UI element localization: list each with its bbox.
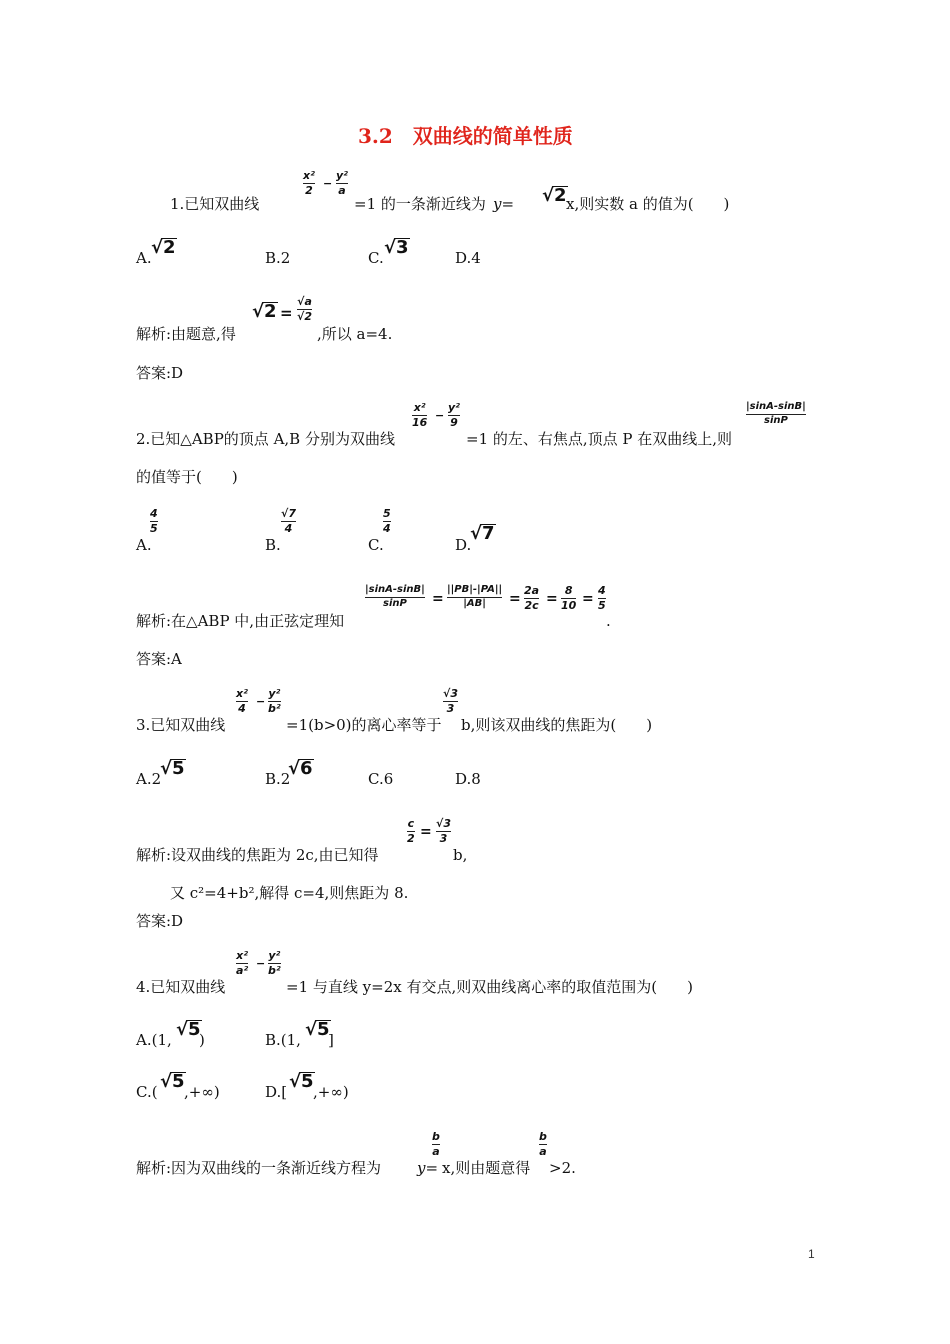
q2-solution-eq-2: = (509, 591, 521, 607)
q3-solution-frac-den: 2 (407, 831, 415, 845)
q3-stem-prefix: 3.已知双曲线 (136, 716, 226, 734)
q4-option-a-sqrt-icon: √5 (176, 1019, 201, 1040)
q2-solution-frac-den: sinP (383, 597, 407, 609)
q4-solution-frac-num: b (432, 1130, 440, 1143)
q3-option-a-radicand: 5 (172, 758, 185, 779)
q4-solution-label: 解析:因为双曲线的一条渐近线方程为 (136, 1159, 382, 1177)
q2-solution-frac-3 (524, 585, 539, 611)
q3-frac-den: 4 (238, 701, 246, 715)
q2-solution-frac-4 (561, 585, 576, 611)
q1-solution-radicand: 2 (264, 301, 277, 322)
q2-option-d-label: D. (455, 536, 472, 554)
q2-option-c-label: C. (368, 536, 384, 554)
q2-stem-mid: =1 的左、右焦点,顶点 P 在双曲线上,则 (466, 430, 733, 448)
q4-solution-frac-den: a (432, 1144, 440, 1158)
q3-option-c: C.6 (368, 770, 394, 788)
q2-ratio-den: sinP (764, 414, 788, 426)
q4-option-c-radicand: 5 (172, 1071, 185, 1092)
q4-option-c-pre: C.( (136, 1083, 158, 1101)
q2-option-a-label: A. (136, 536, 152, 554)
q2-answer: 答案:A (136, 650, 182, 668)
q3-solution-tail: b, (453, 846, 468, 864)
q4-option-d-radicand: 5 (301, 1071, 314, 1092)
q2-solution-frac-num: 8 (564, 584, 573, 597)
q2-option-a-den: 5 (150, 521, 158, 535)
q2-stem-prefix: 2.已知△ABP的顶点 A,B 分别为双曲线 (136, 430, 395, 448)
q1-frac-x2-over-2 (303, 170, 315, 196)
q4-option-d-pre: D.[ (265, 1083, 288, 1101)
q3-answer: 答案:D (136, 912, 184, 930)
q1-sqrt2-icon: √2 (542, 185, 567, 206)
q2-solution-frac-num: 4 (598, 584, 606, 597)
q3-option-d: D.8 (455, 770, 481, 788)
q1-y-eq: y= (493, 195, 515, 213)
q2-solution-end: . (606, 612, 611, 630)
q2-option-b-num: √7 (281, 507, 296, 520)
q4-solution-tail: >2. (549, 1159, 576, 1177)
q3-frac-num: x² (236, 687, 248, 700)
q1-option-d: D.4 (455, 249, 481, 267)
q2-option-b-frac (281, 508, 296, 534)
q1-option-c-sqrt-icon: √3 (384, 237, 409, 258)
q1-option-c-label: C. (368, 249, 384, 267)
q4-option-b-sqrt-icon: √5 (305, 1019, 330, 1040)
q1-frac-y2-over-a (336, 170, 348, 196)
q4-option-b-pre: B.(1, (265, 1031, 301, 1049)
q2-option-b-label: B. (265, 536, 281, 554)
q4-solution-frac-b-over-a-2 (539, 1131, 547, 1157)
q4-option-a-post: ) (199, 1031, 205, 1049)
q3-minus: − (256, 695, 266, 708)
q3-frac-den: b² (268, 701, 281, 715)
q4-stem-prefix: 4.已知双曲线 (136, 978, 226, 996)
q1-option-b: B.2 (265, 249, 291, 267)
q1-frac-num: x² (303, 169, 315, 182)
q1-option-a-label: A. (136, 249, 152, 267)
q2-frac-y2-over-9 (448, 402, 460, 428)
q4-option-b-radicand: 5 (317, 1019, 330, 1040)
q4-option-c-sqrt-icon: √5 (160, 1071, 185, 1092)
q2-frac-x2-over-16 (412, 402, 427, 428)
q1-stem-prefix: 1.已知双曲线 (170, 195, 260, 213)
q4-frac-num: x² (236, 949, 249, 962)
q4-minus: − (256, 957, 266, 970)
q1-frac-den: a (338, 183, 346, 197)
q1-stem-tail: x,则实数 a 的值为( ) (566, 195, 730, 213)
q4-solution-mid: x,则由题意得 (442, 1159, 531, 1177)
q1-minus: − (323, 177, 333, 190)
q4-frac-den: a² (236, 963, 249, 977)
q3-frac-x2-over-4 (236, 688, 248, 714)
q1-solution-label: 解析:由题意,得 (136, 325, 236, 343)
q2-option-c-den: 4 (383, 521, 391, 535)
q1-solution-tail: ,所以 a=4. (317, 325, 393, 343)
q2-solution-eq-4: = (582, 591, 594, 607)
q1-solution-frac (297, 296, 312, 322)
q3-option-a: A.2 (136, 770, 162, 788)
q2-option-b-den: 4 (284, 521, 293, 535)
q3-frac-num: y² (268, 687, 281, 700)
q3-solution-label: 解析:设双曲线的焦距为 2c,由已知得 (136, 846, 379, 864)
q2-solution-frac-den: |AB| (463, 597, 486, 609)
q2-solution-frac-den: 2c (524, 598, 539, 612)
q2-solution-frac-1 (365, 585, 425, 609)
page-number: 1 (808, 1247, 815, 1261)
q2-solution-frac-den: 10 (561, 598, 577, 612)
q1-answer: 答案:D (136, 364, 184, 382)
q3-option-a-sqrt-icon: √5 (160, 758, 185, 779)
q3-solution-frac-1 (407, 818, 415, 844)
q2-ratio-num: |sinA-sinB| (746, 401, 806, 412)
q2-frac-den: 16 (412, 415, 428, 429)
q2-frac-den: 9 (450, 415, 458, 429)
q3-stem-mid: =1(b>0)的离心率等于 (286, 716, 442, 734)
q4-stem-mid: =1 与直线 y=2x 有交点,则双曲线离心率的取值范围为( ) (286, 978, 693, 996)
q4-option-d-sqrt-icon: √5 (289, 1071, 314, 1092)
q3-solution-line2: 又 c²=4+b²,解得 c=4,则焦距为 8. (170, 884, 409, 902)
q4-frac-num: y² (268, 949, 281, 962)
q4-frac-y2-over-b2 (268, 950, 281, 976)
q2-solution-frac-5 (598, 585, 606, 611)
q4-solution-y-eq: y= (417, 1159, 439, 1177)
q3-solution-frac-2 (436, 818, 451, 844)
q3-solution-frac-den: 3 (439, 831, 448, 845)
q3-frac-y2-over-b2 (268, 688, 281, 714)
q2-solution-frac-den: 5 (598, 598, 606, 612)
q2-frac-num: y² (448, 401, 460, 414)
q3-solution-frac-num: c (407, 817, 415, 830)
q1-stem-mid: =1 的一条渐近线为 (354, 195, 486, 213)
page-title: 3.2 双曲线的简单性质 (358, 124, 573, 148)
q2-option-a-frac (150, 508, 158, 534)
q3-solution-frac-num: √3 (436, 817, 451, 830)
q3-eccentricity-den: 3 (446, 701, 455, 715)
q2-solution-frac-num: 2a (524, 584, 540, 597)
q1-option-a-radicand: 2 (163, 237, 176, 258)
q2-frac-num: x² (413, 401, 426, 414)
q1-sqrt2-radicand: 2 (554, 185, 567, 206)
q2-solution-eq-3: = (546, 591, 558, 607)
q4-solution-frac-num: b (539, 1130, 547, 1143)
q4-frac-den: b² (268, 963, 281, 977)
q3-option-b-radicand: 6 (300, 758, 313, 779)
q1-frac-num: y² (336, 169, 348, 182)
q2-option-d-radicand: 7 (482, 523, 495, 544)
q4-option-a-pre: A.(1, (136, 1031, 172, 1049)
q3-eccentricity-frac (443, 688, 458, 714)
q1-solution-sqrt-icon: √2 (252, 301, 277, 322)
q2-option-c-frac (383, 508, 391, 534)
q2-solution-frac-num: ||PB|-|PA|| (447, 584, 503, 595)
q2-minus: − (435, 409, 445, 422)
q2-solution-label: 解析:在△ABP 中,由正弦定理知 (136, 612, 345, 630)
q2-option-a-num: 4 (150, 507, 158, 520)
q2-stem-line2: 的值等于( ) (136, 468, 238, 486)
q3-eccentricity-num: √3 (443, 687, 458, 700)
q4-option-a-radicand: 5 (188, 1019, 201, 1040)
q2-solution-eq-1: = (432, 591, 444, 607)
q2-option-d-sqrt-icon: √7 (470, 523, 495, 544)
q4-option-b-post: ] (328, 1031, 334, 1049)
q1-solution-eq: = (280, 304, 293, 322)
q3-option-b: B.2 (265, 770, 291, 788)
q1-solution-frac-num: √a (297, 295, 312, 308)
q3-stem-tail: b,则该双曲线的焦距为( ) (461, 716, 653, 734)
q4-option-d-post: ,+∞) (313, 1083, 349, 1101)
q4-option-c-post: ,+∞) (184, 1083, 220, 1101)
q1-solution-frac-den: √2 (297, 309, 312, 323)
q1-option-c-radicand: 3 (396, 237, 409, 258)
q1-frac-den: 2 (305, 183, 313, 197)
q3-solution-eq: = (420, 824, 432, 840)
q3-option-b-sqrt-icon: √6 (288, 758, 313, 779)
q2-solution-frac-num: |sinA-sinB| (365, 584, 425, 595)
q4-solution-frac-b-over-a (432, 1131, 440, 1157)
q1-option-a-sqrt-icon: √2 (151, 237, 176, 258)
q4-solution-frac-den: a (539, 1144, 547, 1158)
q4-frac-x2-over-a2 (236, 950, 248, 976)
q2-ratio-frac (746, 402, 806, 426)
q2-solution-frac-2 (447, 585, 502, 609)
q2-option-c-num: 5 (383, 507, 391, 520)
